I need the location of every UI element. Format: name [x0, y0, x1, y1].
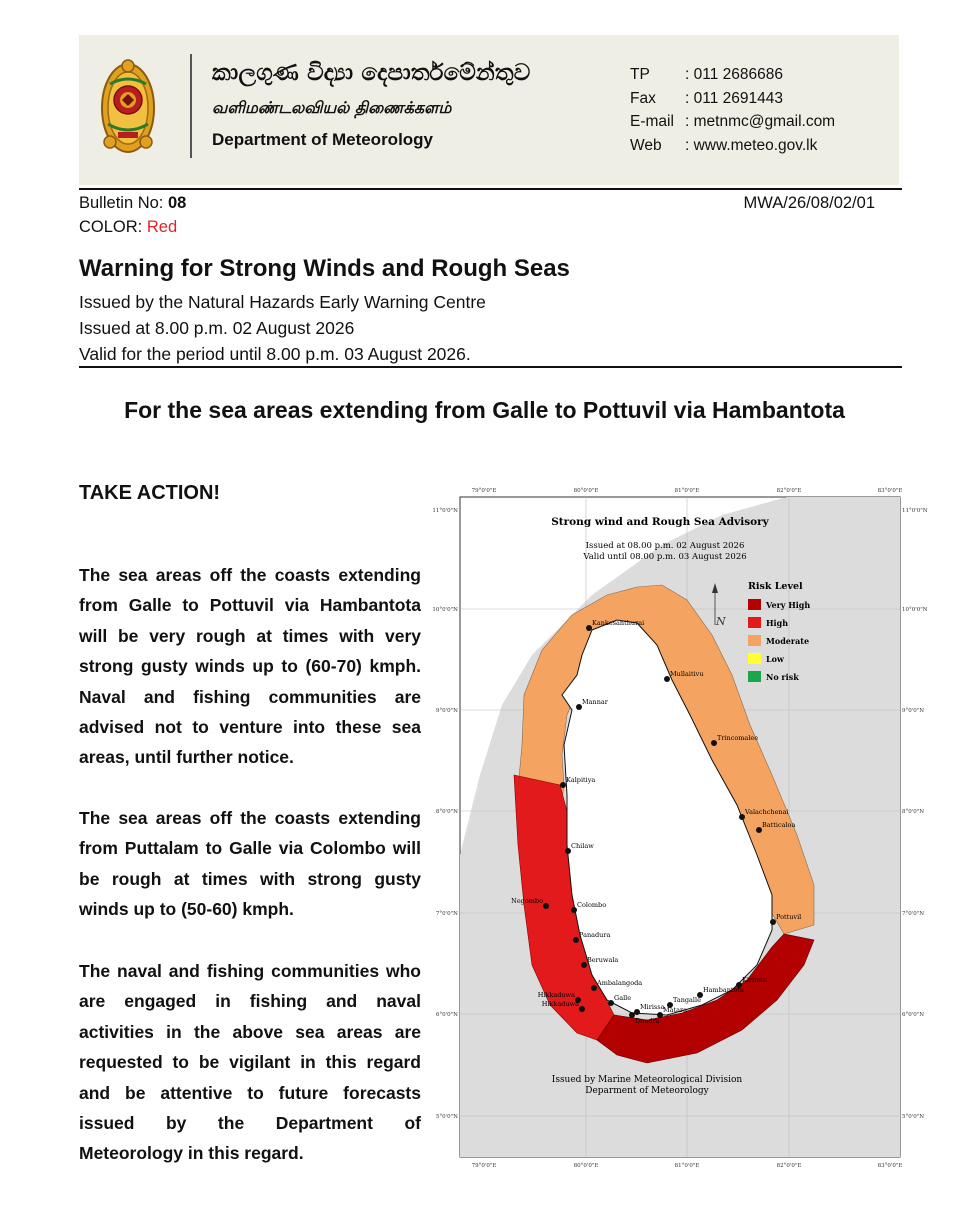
warning-issue-info — [79, 289, 486, 367]
latitude-label: 11°0'0"N — [432, 508, 458, 514]
svg-text:N: N — [716, 615, 726, 628]
place-label: Kankesanthurai — [592, 619, 645, 627]
place-label: Ambalangoda — [597, 979, 643, 987]
map-footer-department: Deparment of Meteorology — [585, 1086, 709, 1096]
map-issued: Issued at 08.00 p.m. 02 August 2026 — [585, 541, 745, 551]
latitude-label: 5°0'0"N — [902, 1114, 925, 1120]
place-marker — [543, 903, 549, 909]
longitude-label: 79°0'0"E — [471, 1163, 497, 1169]
legend-swatch — [748, 635, 761, 646]
place-label: Hikkaduwa — [541, 1000, 579, 1008]
latitude-label: 11°0'0"N — [902, 508, 928, 514]
place-label: Galle — [614, 994, 632, 1002]
org-name-english: Department of Meteorology — [212, 130, 434, 149]
bulletin-number: Bulletin No: 08 — [79, 194, 187, 212]
paragraph-rough: The sea areas off the coasts extending from Puttalam to Galle via Colombo will be rough at times with strong gusty winds up to (50-60) kmph. — [79, 808, 421, 920]
sri-lanka-emblem-icon — [100, 54, 156, 156]
place-label: Tangalle — [673, 996, 701, 1004]
longitude-label: 83°0'0"E — [877, 1163, 903, 1169]
title-rule — [79, 366, 902, 368]
sea-area-subtitle: For the sea areas extending from Galle to Pottuvil via Hambantota — [124, 397, 845, 423]
place-label: Batticaloa — [762, 821, 796, 829]
latitude-label: 5°0'0"N — [435, 1114, 458, 1120]
place-label: Valachchenai — [745, 808, 789, 816]
take-action-heading: TAKE ACTION! — [79, 482, 221, 504]
longitude-label: 79°0'0"E — [471, 488, 497, 494]
place-label: Mirissa — [640, 1003, 665, 1011]
contact-tp: TP : 011 2686686 — [630, 66, 783, 83]
place-label: Kirinda — [742, 976, 767, 984]
legend-label: Very High — [766, 600, 811, 610]
place-label: Kalpitiya — [566, 776, 596, 784]
place-label: Beruwala — [587, 956, 619, 964]
valid-line: Valid for the period until 8.00 p.m. 03 August 2026. — [79, 344, 471, 364]
paragraph-very-rough: The sea areas off the coasts extending from Galle to Pottuvil via Hambantota will be very rough at times with very strong gusty winds up to (60-70) kmph. Naval and fishing communities are advised not to venture into these sea areas, until further notice. — [79, 565, 421, 768]
contact-fax: Fax : 011 2691443 — [630, 89, 783, 107]
place-label: Dondra — [635, 1017, 660, 1025]
paragraph-advice: The naval and fishing communities who are engaged in fishing and naval activities in the above sea areas are requested to be vigilant in this regard and be attentive to future forecasts issued by the Department of Meteorology in this regard. — [79, 961, 421, 1164]
bulletin-reference: MWA/26/08/02/01 — [743, 194, 875, 212]
legend-swatch — [748, 599, 761, 610]
issued-at-line: Issued at 8.00 p.m. 02 August 2026 — [79, 318, 355, 338]
longitude-label: 81°0'0"E — [674, 1163, 700, 1169]
place-label: Hambantota — [703, 986, 744, 994]
legend-label: Moderate — [766, 636, 810, 646]
place-label: Pottuvil — [776, 913, 802, 921]
contact-block — [630, 63, 835, 157]
advisory-map — [432, 485, 928, 1170]
issuer-line: Issued by the Natural Hazards Early Warning Centre — [79, 292, 486, 312]
legend-swatch — [748, 653, 761, 664]
place-label: Colombo — [577, 901, 607, 909]
place-marker — [579, 1006, 585, 1012]
latitude-label: 8°0'0"N — [435, 809, 458, 815]
place-label: Mullaitivu — [670, 670, 704, 678]
latitude-label: 6°0'0"N — [435, 1012, 458, 1018]
legend-label: High — [766, 618, 789, 628]
longitude-label: 83°0'0"E — [877, 488, 903, 494]
longitude-label: 80°0'0"E — [573, 488, 599, 494]
place-label: Chilaw — [571, 842, 594, 850]
longitude-label: 82°0'0"E — [776, 488, 802, 494]
latitude-label: 6°0'0"N — [902, 1012, 925, 1018]
latitude-label: 10°0'0"N — [432, 607, 458, 613]
header-rule — [79, 188, 902, 190]
org-name-sinhala: කාලගුණ විද්‍යා දෙපාර්තමේන්තුව — [212, 60, 531, 86]
latitude-label: 7°0'0"N — [902, 911, 925, 917]
latitude-label: 8°0'0"N — [902, 809, 925, 815]
place-label: Matara — [663, 1006, 688, 1014]
place-label: Trincomalee — [717, 734, 759, 742]
place-label: Panadura — [579, 931, 611, 939]
place-label: Hikkaduwa — [537, 991, 575, 999]
latitude-label: 10°0'0"N — [902, 607, 928, 613]
latitude-label: 9°0'0"N — [435, 708, 458, 714]
latitude-label: 9°0'0"N — [902, 708, 925, 714]
map-title: Strong wind and Rough Sea Advisory — [551, 516, 769, 528]
legend-label: Low — [766, 654, 784, 664]
bulletin-color: COLOR: Red — [79, 218, 178, 236]
contact-web: Web : www.meteo.gov.lk — [630, 136, 818, 154]
map-footer-division: Issued by Marine Meteorological Division — [551, 1075, 743, 1085]
place-label: Mannar — [582, 698, 608, 706]
header-divider — [190, 54, 192, 158]
longitude-label: 82°0'0"E — [776, 1163, 802, 1169]
org-name-tamil: வளிமண்டலவியல் திணைக்களம் — [212, 98, 452, 117]
longitude-label: 81°0'0"E — [674, 488, 700, 494]
legend-swatch — [748, 671, 761, 682]
warning-title: Warning for Strong Winds and Rough Seas — [79, 255, 570, 282]
contact-email: E-mail : metnmc@gmail.com — [630, 113, 836, 130]
place-label: Negombo — [511, 897, 543, 905]
legend-title: Risk Level — [748, 581, 803, 592]
map-valid: Valid until 08.00 p.m. 03 August 2026 — [583, 552, 747, 562]
legend-label: No risk — [766, 672, 799, 682]
latitude-label: 7°0'0"N — [435, 911, 458, 917]
longitude-label: 80°0'0"E — [573, 1163, 599, 1169]
legend-swatch — [748, 617, 761, 628]
